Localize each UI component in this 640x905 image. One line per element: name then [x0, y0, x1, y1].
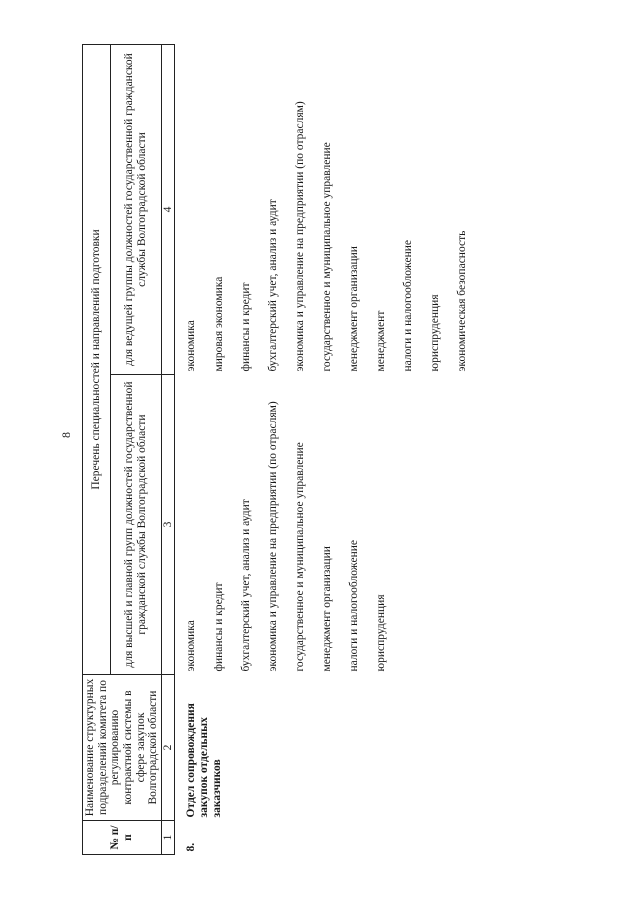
header-leading-group: для ведущей группы должностей государственной гражданской службы Волгоградской области [111, 45, 162, 375]
column-number-4: 4 [161, 45, 175, 375]
row-leading-list [175, 45, 484, 375]
list-item: финансы и кредит [212, 582, 225, 672]
column-number-3: 3 [161, 375, 175, 675]
column-number-2: 2 [161, 675, 175, 821]
list-item: юриспруденция [374, 594, 387, 672]
list-item: экономика и управление на предприятии (по отраслям) [293, 101, 306, 372]
header-group-title: Перечень специальностей и направлений подготовки [83, 45, 111, 675]
list-item: экономическая безопасность [456, 230, 469, 372]
header-senior-groups: для высшей и главной групп должностей государственной гражданской службы Волгоградской области [111, 375, 162, 675]
list-item: государственное и муниципальное управление [320, 142, 333, 372]
page-number: 8 [59, 432, 73, 438]
row-department: Отдел сопровождения закупок отдельных заказчиков [185, 703, 223, 818]
list-item: бухгалтерский учет, анализ и аудит [266, 199, 279, 372]
list-item: бухгалтерский учет, анализ и аудит [239, 499, 252, 672]
list-item: экономика [185, 320, 198, 372]
rotated-page [59, 15, 469, 855]
row-senior-list [175, 375, 484, 675]
list-item: менеджмент организации [347, 246, 360, 372]
list-item: менеджмент организации [320, 546, 333, 672]
header-number: № п/п [83, 821, 162, 855]
list-item: юриспруденция [429, 294, 442, 372]
list-item: экономика [185, 620, 198, 672]
list-item: экономика и управление на предприятии (по отраслям) [266, 401, 279, 672]
list-item: менеджмент [374, 310, 387, 372]
list-item: налоги и налогообложение [401, 240, 414, 372]
list-item: мировая экономика [212, 276, 225, 372]
list-item: финансы и кредит [239, 282, 252, 372]
header-row [83, 45, 111, 855]
column-number-1: 1 [161, 821, 175, 855]
list-item: налоги и налогообложение [347, 540, 360, 672]
row-number: 8. [185, 842, 198, 852]
header-department: Наименование структурных подразделений комитета по регулированию контрактной системы в сфере закупок Волгоградской области [83, 675, 162, 821]
column-numbers-row [161, 45, 175, 855]
specialties-table [82, 44, 484, 855]
list-item: государственное и муниципальное управление [293, 442, 306, 672]
table-row [175, 45, 484, 855]
